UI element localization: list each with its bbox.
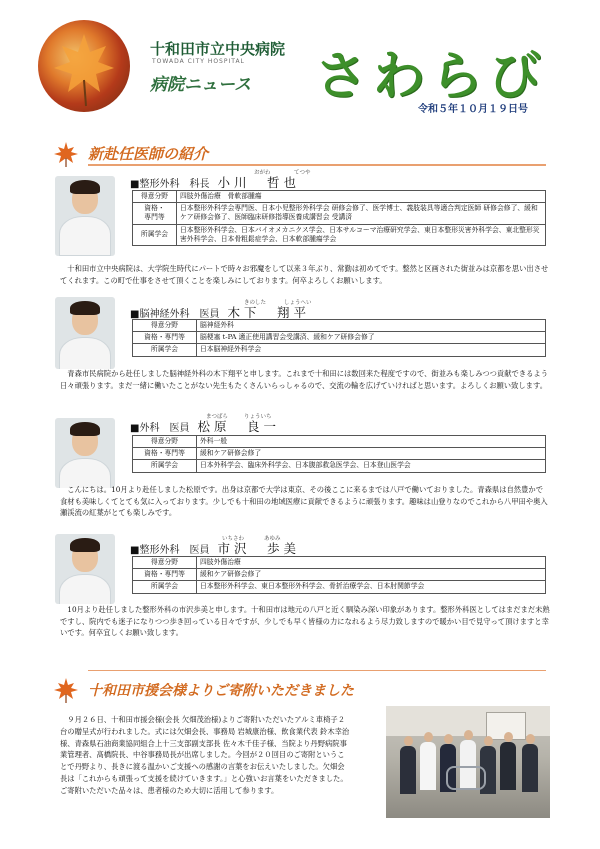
name-ruby: おがわ bbox=[254, 170, 271, 176]
doctor-department: ■外科 医員 bbox=[130, 423, 190, 434]
table-row bbox=[133, 332, 546, 344]
doctor-department: ■整形外科 科長 bbox=[130, 179, 210, 190]
table-row bbox=[133, 448, 546, 460]
doctor-photo bbox=[55, 418, 115, 488]
autumn-leaves-logo bbox=[38, 20, 130, 112]
hospital-name-romaji: TOWADA CITY HOSPITAL bbox=[152, 58, 245, 65]
table-label: 所属学会 bbox=[133, 581, 197, 593]
doctor-intro: 青森市民病院から赴任しました脳神経外科の木下翔平と申します。これまで十和田には数回来た程度ですので、街並みも楽しみつつ貢献できるよう日々頑張ります。まだ一緒に働いたことがない先生もたくさんいらっしゃるので、交流の輪を広げていければと思います。よろしくお願い致します。 bbox=[60, 369, 549, 390]
table-row bbox=[133, 460, 546, 472]
doctor-info-table bbox=[132, 319, 546, 357]
table-label: 資格・専門等 bbox=[133, 332, 197, 344]
table-label: 資格・専門等 bbox=[133, 569, 197, 581]
table-value: 日本整形外科学会、日本バイオメカニクス学会、日本サルコーマ治療研究学会、東日本整形災害外科学会、東北整形災害外科学会、日本骨粗鬆症学会、日本軟部腫瘍学会 bbox=[177, 224, 546, 245]
table-value: 四肢外傷治療 bbox=[197, 557, 546, 569]
table-label: 所属学会 bbox=[133, 460, 197, 472]
table-value: 日本脳神経外科学会 bbox=[197, 344, 546, 356]
name-ruby: いちさわ bbox=[222, 536, 245, 542]
donation-text: ９月２６日、十和田市援会様(会長 欠畑茂治様)よりご寄附いただいたアルミ車椅子２台の贈呈式が行われました。式には欠畑会長、事務局 岩城康治様、飲食業代表 鈴木幸治様、青森県石油商業協同組合上十三支部副支部長 佐々木千佳子様、当院より丹野病院事業管理者、髙橋院長、中谷事務局長が出席しました。今回が２０回目のご寄附ということで丹野より、長きに渡る温かいご支援への感謝の言葉をお伝えいたしました。欠畑会長は「これからも頑張って支援を続けていきます。」と心強いお言葉をいただきました。ご寄附いただいた品々は、患者様のため大切に活用して参ります。 bbox=[60, 715, 350, 795]
table-value: 脳神経外科 bbox=[197, 320, 546, 332]
table-label: 得意分野 bbox=[133, 436, 197, 448]
table-value: 脳梗塞 t-PA 適正使用講習会受講済、緩和ケア研修会修了 bbox=[197, 332, 546, 344]
name-ruby: りょういち bbox=[244, 414, 272, 420]
table-row bbox=[133, 224, 546, 245]
name-ruby: あゆみ bbox=[264, 536, 281, 542]
doctor-info-table bbox=[132, 435, 546, 473]
maple-leaf-icon bbox=[38, 20, 130, 112]
table-label: 資格・ 専門等 bbox=[133, 203, 177, 224]
section-divider bbox=[88, 670, 546, 671]
table-value: 緩和ケア研修会修了 bbox=[197, 569, 546, 581]
maple-leaf-icon bbox=[52, 676, 80, 704]
name-ruby: しょうへい bbox=[284, 300, 312, 306]
doctor-photo bbox=[55, 176, 115, 256]
name-ruby: きのした bbox=[244, 300, 267, 306]
doctor-name: 小川 哲也 bbox=[217, 175, 300, 190]
doctor-name: 木下 翔平 bbox=[227, 305, 310, 320]
donation-ceremony-photo bbox=[386, 706, 550, 818]
table-label: 得意分野 bbox=[133, 191, 177, 203]
doctor-photo bbox=[55, 297, 115, 369]
news-label: 病院ニュース bbox=[150, 75, 252, 95]
section-heading-text: 十和田市援会様よりご寄附いただきました bbox=[88, 683, 354, 699]
issue-date: 令和５年１０月１９日号 bbox=[418, 104, 528, 115]
doctor-heading bbox=[130, 539, 300, 557]
table-row bbox=[133, 344, 546, 356]
table-label: 所属学会 bbox=[133, 224, 177, 245]
table-value: 外科一般 bbox=[197, 436, 546, 448]
table-value: 日本外科学会、臨床外科学会、日本腹部救急医学会、日本登山医学会 bbox=[197, 460, 546, 472]
table-row bbox=[133, 569, 546, 581]
table-row bbox=[133, 436, 546, 448]
table-row bbox=[133, 581, 546, 593]
name-ruby: てつや bbox=[294, 170, 311, 176]
doctor-info-table bbox=[132, 556, 546, 594]
doctor-intro: 十和田市立中央病院は、大学院生時代にパートで時々お邪魔をして以来３年ぶり、常勤は初めてです。整然と区画された街並みは京都を思い出させてくれます。この町で仕事をさせて頂くことを楽しみにしております。何卒よろしくお願いします。 bbox=[60, 264, 549, 285]
table-row bbox=[133, 203, 546, 224]
table-value: 日本整形外科学会専門医、日本小児整形外科学会 研修会修了、医学博士、義肢装具等適合判定医師 研修会修了、緩和ケア研修会修了、医師臨床研修指導医養成講習会 受講済 bbox=[177, 203, 546, 224]
table-value: 四肢外傷治療 骨軟部腫瘍 bbox=[177, 191, 546, 203]
maple-leaf-icon bbox=[52, 140, 80, 168]
table-row bbox=[133, 191, 546, 203]
table-label: 得意分野 bbox=[133, 320, 197, 332]
doctor-department: ■脳神経外科 医員 bbox=[130, 309, 220, 320]
table-value: 緩和ケア研修会修了 bbox=[197, 448, 546, 460]
doctor-name: 市沢 歩美 bbox=[217, 541, 300, 556]
doctor-heading bbox=[130, 417, 280, 435]
doctor-department: ■整形外科 医員 bbox=[130, 545, 210, 556]
table-row bbox=[133, 320, 546, 332]
section-heading-text: 新赴任医師の紹介 bbox=[88, 145, 209, 163]
table-row bbox=[133, 557, 546, 569]
doctor-photo bbox=[55, 534, 115, 604]
doctor-intro: 10月より赴任しました整形外科の市沢歩美と申します。十和田市は地元の八戸と近く馴染み深い印象があります。整形外科医としてはまだまだ未熟ですし、院内でも迷子になりつつ歩き回っている日々ですが、少しでも早く皆様の力になれるよう尽力致しますので暖かい目で見守って頂けますと幸いです。何卒宜しくお願い致します。 bbox=[60, 605, 550, 638]
hospital-name: 十和田市立中央病院 bbox=[150, 40, 286, 58]
name-ruby: まつばら bbox=[206, 414, 229, 420]
doctor-heading bbox=[130, 173, 300, 191]
doctor-name: 松原 良一 bbox=[197, 419, 280, 434]
table-label: 資格・専門等 bbox=[133, 448, 197, 460]
newsletter-title: さわらび bbox=[315, 46, 548, 107]
doctor-intro: こんにちは。10月より赴任しました松原です。出身は京都で大学は東京、その後ここに来るまでは八戸で働いておりました。青森県は自然豊かで食材も美味しくてとても気に入っております。少しでも十和田の地域医療に貢献できるように頑張ります。趣味は山登りなのでこれから八甲田や奥入瀬渓流の紅葉がとても楽しみです。 bbox=[60, 485, 548, 518]
doctor-info-table bbox=[132, 190, 546, 246]
table-value: 日本整形外科学会、東日本整形外科学会、骨折治療学会、日本肘関節学会 bbox=[197, 581, 546, 593]
table-label: 得意分野 bbox=[133, 557, 197, 569]
section-divider bbox=[88, 164, 546, 166]
table-label: 所属学会 bbox=[133, 344, 197, 356]
